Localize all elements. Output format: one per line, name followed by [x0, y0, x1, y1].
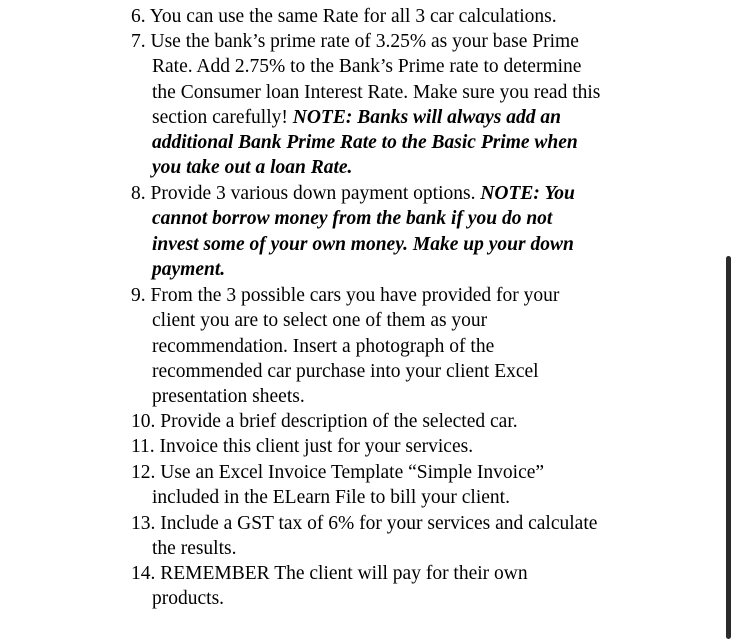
item-text: You can use the same Rate for all 3 car calculations.: [149, 6, 557, 27]
list-item-8: [131, 181, 676, 282]
list-item-12: [131, 460, 676, 511]
item-text: client you are to select one of them as your: [152, 310, 488, 332]
list-item-10: [131, 409, 676, 434]
line: [131, 434, 676, 459]
item-number: 9.: [131, 285, 146, 306]
note-text: NOTE: Banks will always add an: [292, 106, 561, 128]
item-text: Use an Excel Invoice Template “Simple Invoice”: [160, 462, 545, 483]
line: [131, 4, 676, 29]
item-text: Invoice this client just for your services.: [159, 436, 474, 457]
line: [131, 105, 676, 130]
list-item-14: [131, 561, 676, 612]
item-text: recommended car purchase into your client Excel: [152, 360, 539, 382]
item-text: the results.: [152, 538, 237, 560]
item-text: REMEMBER The client will pay for their own: [160, 563, 528, 584]
vertical-scrollbar[interactable]: [726, 256, 731, 639]
line: [131, 283, 676, 308]
item-text: section carefully!: [152, 106, 293, 128]
line: [131, 409, 676, 434]
line: [131, 29, 676, 54]
item-text: Provide a brief description of the selected car.: [160, 411, 518, 432]
line: [131, 181, 676, 206]
item-text: From the 3 possible cars you have provided for your: [150, 285, 560, 306]
item-text: Include a GST tax of 6% for your services and calculate: [160, 513, 598, 534]
item-text: Provide 3 various down payment options.: [150, 183, 481, 204]
list-item-11: [131, 434, 676, 459]
note-text: invest some of your own money. Make up your down: [152, 233, 574, 255]
list-item-13: [131, 511, 676, 562]
item-text: Rate. Add 2.75% to the Bank’s Prime rate to determine: [152, 56, 582, 78]
item-text: Use the bank’s prime rate of 3.25% as your base Prime: [150, 31, 579, 52]
item-number: 10.: [131, 411, 156, 432]
item-number: 8.: [131, 183, 146, 204]
item-text: products.: [152, 588, 225, 610]
item-number: 11.: [131, 436, 155, 457]
note-text: payment.: [152, 258, 226, 280]
item-number: 12.: [131, 462, 156, 483]
item-text: presentation sheets.: [152, 386, 305, 408]
line: [131, 511, 676, 536]
list-item-7: [131, 29, 676, 181]
item-number: 7.: [131, 31, 146, 52]
note-text: NOTE: You: [480, 183, 575, 204]
item-number: 13.: [131, 513, 156, 534]
list-item-9: [131, 283, 676, 409]
line: [131, 460, 676, 485]
list-item-6: [131, 4, 676, 29]
item-text: the Consumer loan Interest Rate. Make sure you read this: [152, 81, 601, 103]
note-text: you take out a loan Rate.: [152, 157, 353, 179]
item-number: 6.: [131, 6, 146, 27]
item-text: included in the ELearn File to bill your client.: [152, 487, 510, 509]
note-text: additional Bank Prime Rate to the Basic Prime when: [152, 132, 578, 154]
item-text: recommendation. Insert a photograph of the: [152, 335, 495, 357]
note-text: cannot borrow money from the bank if you do not: [152, 208, 553, 230]
item-number: 14.: [131, 563, 156, 584]
line: [131, 561, 676, 586]
